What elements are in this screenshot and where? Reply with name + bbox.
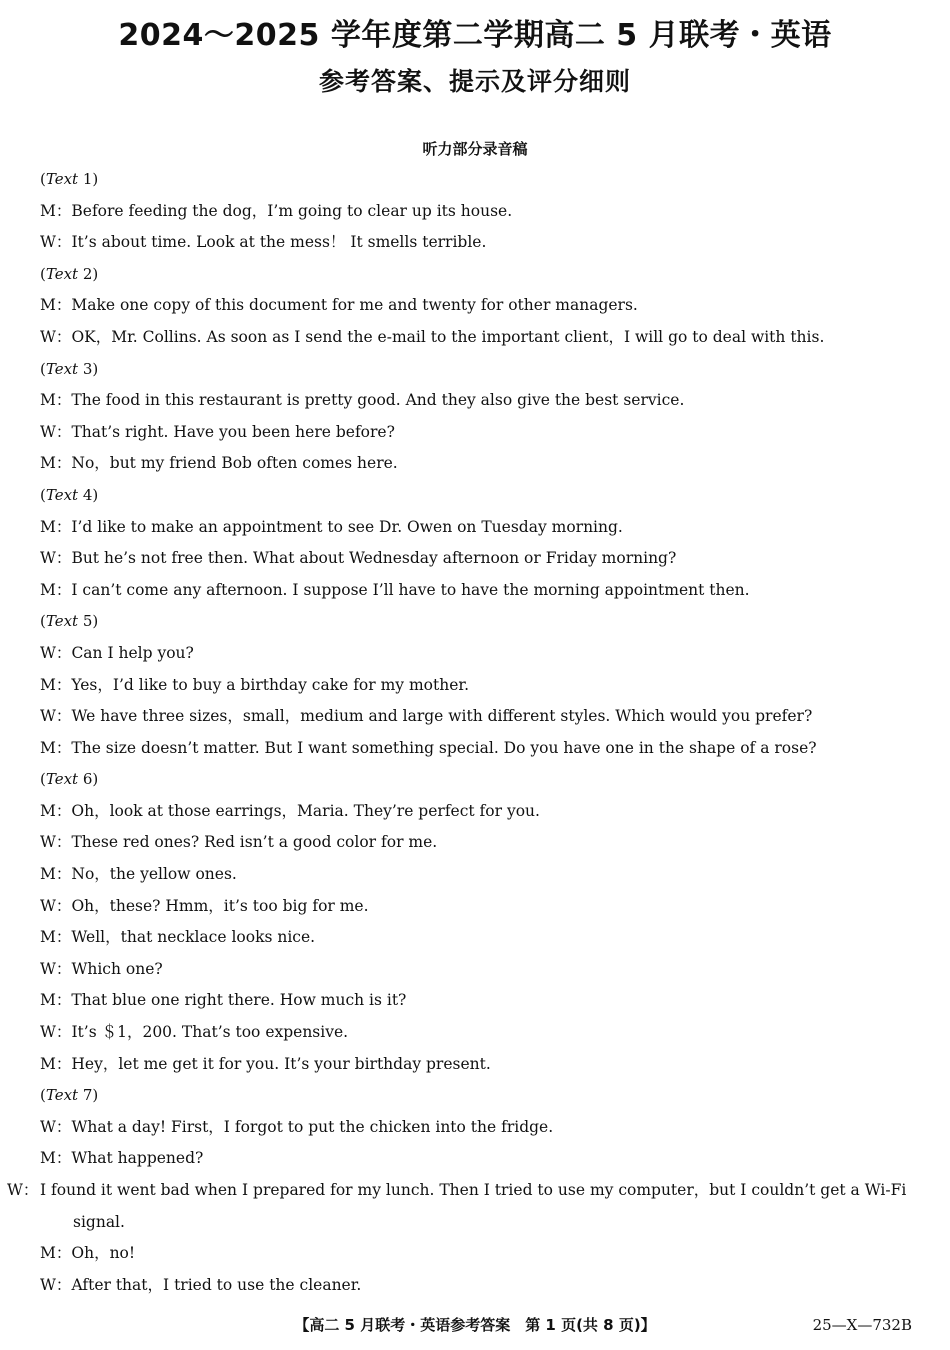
text-label-number: 3) [78,359,99,378]
dialogue-line [40,322,920,354]
speaker-label: M： [40,1244,72,1263]
dialogue-line [40,985,920,1017]
dialogue-line [40,827,920,859]
dialogue-line: W： I found it went bad when I prepared for my lunch. Then I tried to use my computer，but I couldn’t get a Wi-Fi signal. [7,1181,907,1231]
text-label-open: ( [40,485,46,504]
speaker-label: W： [40,233,72,252]
dialogue-text: OK，Mr. Collins. As soon as I send the e-mail to the important client，I will go to deal with this. [71,327,825,346]
text-label [40,764,920,796]
text-label-number: 1) [78,170,99,188]
text-label-open: ( [40,612,46,631]
speaker-label: M： [40,201,72,220]
speaker-label: W： [40,1023,72,1042]
dialogue-text: What happened? [71,1149,204,1168]
dialogue-line [40,417,920,449]
speaker-label: M： [40,801,72,820]
text-label [40,259,920,291]
dialogue-text: That’s right. Have you been here before? [71,422,395,441]
dialogue-line [40,448,920,480]
dialogue-line [40,512,920,544]
section-heading: 听力部分录音稿 [422,140,528,158]
text-label-open: ( [40,770,46,789]
dialogue-text: I’d like to make an appointment to see Dr. Owen on Tuesday morning. [71,517,623,536]
text-label [40,480,920,512]
dialogue-line [40,1049,920,1081]
dialogue-text: I can’t come any afternoon. I suppose I’ll have to have the morning appointment then. [71,580,750,599]
text-label-number: 2) [78,264,99,283]
speaker-label: M： [40,738,72,757]
speaker-label: M： [40,675,72,694]
document-subtitle: 参考答案、提示及评分细则 [318,67,631,96]
dialogue-line [40,670,920,702]
text-label-open: ( [40,1086,46,1105]
page-footer [0,1310,950,1340]
speaker-label: M： [40,1054,72,1073]
dialogue-line [40,385,920,417]
dialogue-line [40,227,920,259]
speaker-label: W： [40,896,72,915]
dialogue-text: These red ones? Red isn’t a good color for me. [71,833,438,852]
speaker-label: M： [40,580,72,599]
text-label-word: Text [45,359,79,378]
dialogue-line [40,922,920,954]
text-label-word: Text [45,264,79,283]
dialogue-text: The food in this restaurant is pretty good. And they also give the best service. [71,391,685,410]
dialogue-line [40,638,920,670]
speaker-label: M： [40,296,72,315]
dialogue-line [40,1017,920,1049]
dialogue-text: Well，that necklace looks nice. [71,928,316,947]
dialogue-line [40,196,920,228]
text-label-word: Text [45,612,79,631]
dialogue-text: What a day! First，I forgot to put the chicken into the fridge. [71,1117,554,1136]
speaker-label: M： [40,1149,72,1168]
dialogue-line [40,290,920,322]
speaker-label: W： [40,1275,72,1294]
dialogue-text: After that，I tried to use the cleaner. [71,1275,362,1294]
dialogue-line [40,859,920,891]
dialogue-text: Yes，I’d like to buy a birthday cake for my mother. [71,675,470,694]
dialogue-text: No，but my friend Bob often comes here. [71,454,398,473]
text-label [40,1080,920,1112]
speaker-label: W： [40,549,72,568]
text-label [40,354,920,386]
speaker-label: M： [40,865,72,884]
speaker-label: W： [40,959,72,978]
dialogue-text: I found it went bad when I prepared for my lunch. Then I tried to use my computer，but I couldn’t get a Wi-Fi signal. [40,1181,907,1231]
text-label-open: ( [40,359,46,378]
dialogue-line [40,954,920,986]
dialogue-line [40,733,920,765]
speaker-label: W： [40,643,72,662]
text-label-open: ( [40,264,46,283]
dialogue-line [40,1238,920,1270]
dialogue-text: Make one copy of this document for me and twenty for other managers. [71,296,638,315]
text-label-word: Text [45,770,79,789]
dialogue-text: Before feeding the dog，I’m going to clear up its house. [71,201,513,220]
transcript-body [7,164,920,1301]
dialogue-text: Oh，these? Hmm，it’s too big for me. [71,896,369,915]
dialogue-line [40,701,920,733]
dialogue-text: But he’s not free then. What about Wednesday afternoon or Friday morning? [71,549,677,568]
dialogue-line [40,891,920,923]
footer-doc-code: 25—X—732B [812,1316,912,1334]
dialogue-text: It’s about time. Look at the mess！ It smells terrible. [71,233,487,252]
text-label [40,606,920,638]
text-label [40,164,920,196]
dialogue-line [40,796,920,828]
dialogue-text: No，the yellow ones. [71,865,237,884]
dialogue-text: Hey，let me get it for you. It’s your birthday present. [71,1054,491,1073]
speaker-label: M： [40,928,72,947]
speaker-label: W： [40,422,72,441]
speaker-label: M： [40,454,72,473]
dialogue-line [40,543,920,575]
text-label-number: 5) [78,612,99,631]
dialogue-text: It’s ＄1，200. That’s too expensive. [71,1023,349,1042]
speaker-label: W： [40,833,72,852]
dialogue-text: Which one? [71,959,163,978]
speaker-label: M： [40,391,72,410]
dialogue-text: We have three sizes，small，medium and large with different styles. Which would you prefer? [71,707,813,726]
text-label-open: ( [40,170,46,188]
dialogue-text: Oh，look at those earrings，Maria. They’re perfect for you. [71,801,540,820]
text-label-number: 4) [78,485,99,504]
dialogue-line [40,1112,920,1144]
text-label-word: Text [45,1086,79,1105]
footer-page-info: 【高二 5 月联考・英语参考答案 第 1 页(共 8 页)】 [294,1316,656,1334]
speaker-label: W： [40,1117,72,1136]
dialogue-text: That blue one right there. How much is it? [71,991,407,1010]
dialogue-line [40,1270,920,1302]
text-label-number: 7) [78,1086,99,1105]
speaker-label: M： [40,517,72,536]
text-label-word: Text [45,170,79,188]
dialogue-line [40,1143,920,1175]
text-label-word: Text [45,485,79,504]
dialogue-text: Oh，no! [71,1244,136,1263]
document-title: 2024～2025 学年度第二学期高二 5 月联考・英语 [118,18,832,53]
dialogue-text: The size doesn’t matter. But I want something special. Do you have one in the shape of a rose? [71,738,817,757]
speaker-label: M： [40,991,72,1010]
speaker-label: W： [40,327,72,346]
dialogue-line [40,575,920,607]
speaker-label: W： [40,707,72,726]
text-label-number: 6) [78,770,99,789]
dialogue-text: Can I help you? [71,643,194,662]
